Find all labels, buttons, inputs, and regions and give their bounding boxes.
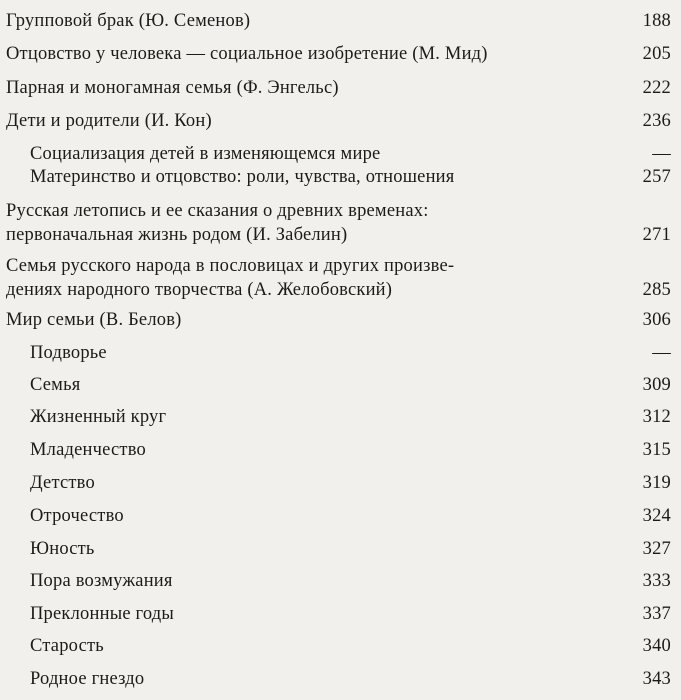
toc-entry-page: 319 [642, 473, 671, 493]
toc-entry-title: Семья [30, 375, 81, 395]
toc-subentry-childhood [30, 471, 671, 495]
toc-subentry-family [30, 373, 671, 397]
toc-entry-page: 306 [642, 310, 671, 330]
toc-entry-page: 343 [642, 669, 671, 689]
toc-subentry-motherhood [30, 165, 671, 189]
toc-entry-page: 205 [642, 44, 671, 64]
toc-subentry-podvorye [30, 341, 671, 365]
toc-entry-engels [6, 76, 671, 100]
toc-entry-title: Жизненный круг [30, 407, 167, 427]
toc-entry-page: 324 [642, 506, 671, 526]
toc-entry-page: 315 [642, 440, 671, 460]
toc-entry-page: 327 [642, 539, 671, 559]
toc-entry-title-line: дениях народного творчества (А. Желобовский) [6, 280, 393, 300]
toc-entry-group-marriage [6, 9, 671, 33]
toc-entry-page: 312 [642, 407, 671, 427]
toc-entry-title: Детство [30, 473, 95, 493]
toc-subentry-socialization [30, 142, 671, 166]
toc-subentry-adolescence [30, 504, 671, 528]
toc-entry-title: Дети и родители (И. Кон) [6, 111, 212, 131]
toc-entry-title-line: Семья русского народа в пословицах и других произве- [6, 256, 455, 276]
toc-entry-title: Социализация детей в изменяющемся мире [30, 144, 381, 164]
toc-entry-page: 337 [642, 604, 671, 624]
toc-entry-fatherhood-mead [6, 42, 671, 66]
toc-entry-page: — [652, 144, 671, 164]
toc-entry-title: Юность [30, 539, 95, 559]
toc-entry-page: 188 [642, 11, 671, 31]
toc-entry-page: 309 [642, 375, 671, 395]
toc-subentry-native-nest [30, 667, 671, 691]
toc-entry-proverbs [6, 254, 671, 302]
toc-entry-title: Групповой брак (Ю. Семенов) [6, 11, 251, 31]
toc-entry-title: Младенчество [30, 440, 146, 460]
toc-subentry-infancy [30, 438, 671, 462]
toc-subentry-old-age [30, 634, 671, 658]
toc-subentry-old-age-years [30, 602, 671, 626]
toc-entry-title-line: Русская летопись и ее сказания о древних временах: [6, 201, 429, 221]
toc-entry-title: Парная и моногамная семья (Ф. Энгельс) [6, 78, 339, 98]
toc-entry-page: 285 [642, 280, 671, 300]
toc-entry-family-world [6, 308, 671, 332]
toc-subentry-life-circle [30, 405, 671, 429]
toc-entry-children-parents [6, 109, 671, 133]
toc-entry-title: Отцовство у человека — социальное изобретение (М. Мид) [6, 44, 488, 64]
toc-entry-title: Преклонные годы [30, 604, 175, 624]
toc-entry-page: 222 [642, 78, 671, 98]
toc-entry-title-line: первоначальная жизнь родом (И. Забелин) [6, 225, 348, 245]
toc-entry-page: 271 [642, 225, 671, 245]
toc-entry-title: Пора возмужания [30, 571, 173, 591]
toc-entry-title: Отрочество [30, 506, 124, 526]
toc-entry-page: 257 [642, 167, 671, 187]
toc-entry-page: 340 [642, 636, 671, 656]
toc-entry-title: Материнство и отцовство: роли, чувства, отношения [30, 167, 455, 187]
toc-subentry-maturity [30, 569, 671, 593]
toc-entry-page: 236 [642, 111, 671, 131]
toc-entry-page: 333 [642, 571, 671, 591]
toc-entry-page: — [652, 343, 671, 363]
toc-entry-title: Старость [30, 636, 104, 656]
toc-entry-chronicle [6, 199, 671, 247]
toc-entry-title: Подворье [30, 343, 107, 363]
toc-subentry-youth [30, 537, 671, 561]
toc-entry-title: Мир семьи (В. Белов) [6, 310, 182, 330]
toc-entry-title: Родное гнездо [30, 669, 145, 689]
